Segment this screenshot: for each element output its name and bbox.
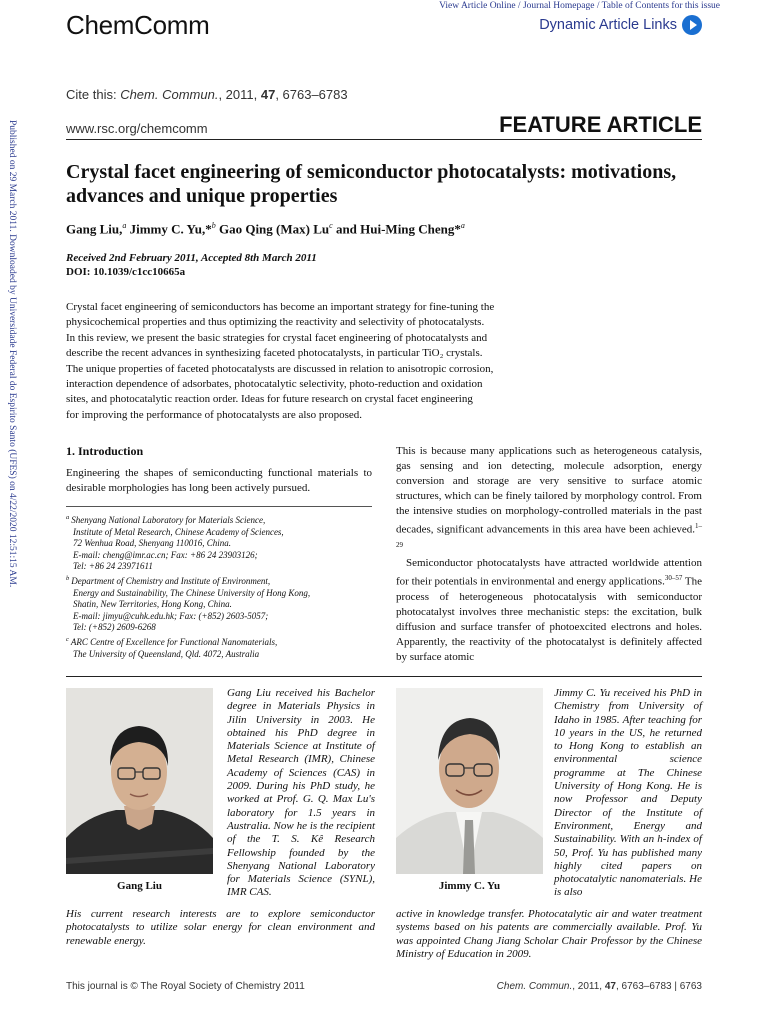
footnote-divider xyxy=(66,506,372,507)
footnote-line xyxy=(66,649,372,661)
biography-divider xyxy=(66,676,702,677)
dynamic-article-links[interactable] xyxy=(539,15,702,35)
footnote-text: Department of Chemistry and Institute of Environment, xyxy=(71,575,271,586)
footnote-text: Tel: +86 24 23971611 xyxy=(73,561,153,572)
footnote-letter: b xyxy=(66,574,70,582)
footnote-line xyxy=(66,622,372,634)
author-name: Jimmy C. Yu,* xyxy=(126,221,212,237)
footnote-text: ARC Centre of Excellence for Functional Nanomaterials, xyxy=(70,636,278,647)
footnote-line xyxy=(66,634,372,649)
footnote-letter: a xyxy=(66,514,70,521)
author-name: and Hui-Ming Cheng* xyxy=(332,221,461,237)
abstract xyxy=(66,300,556,423)
footnote-text: Tel: (+852) 2609-6268 xyxy=(73,622,156,633)
citation-line: Cite this: Chem. Commun., 2011, 47, 6763–6783 xyxy=(66,87,348,102)
abstract-line: Crystal facet engineering of semiconductors has become an important strategy for fine-tuning the xyxy=(66,301,495,313)
footnote-line xyxy=(66,588,372,600)
intro-paragraph: Engineering the shapes of semiconducting functional materials to desirable morphologies has long been actively pursued. xyxy=(66,467,372,494)
affiliation-footnotes xyxy=(66,512,372,660)
author-name: Gao Qing (Max) Lu xyxy=(215,221,330,237)
affiliation-marker: b xyxy=(211,221,216,230)
article-title: Crystal facet engineering of semiconductor photocatalysts: motivations, advances and unique properties xyxy=(66,161,677,207)
abstract-line: The unique properties of faceted photocatalysts are discussed in relation to anisotropic corrosion, xyxy=(66,362,494,375)
footnote-line xyxy=(66,527,372,539)
header-divider xyxy=(66,139,702,140)
abstract-line: sites, and photocatalytic reaction order. Ideas for future research on crystal facet engineering xyxy=(66,393,473,406)
photo-caption: Jimmy C. Yu xyxy=(438,880,501,892)
footnote-text: Shatin, New Territories, Hong Kong, China. xyxy=(73,599,232,610)
doi: DOI: 10.1039/c1cc10665a xyxy=(66,266,186,278)
photo-caption: Gang Liu xyxy=(117,880,162,892)
footnote-line xyxy=(66,538,372,550)
footnote-line xyxy=(66,611,372,623)
biography-jimmy-yu-continued: active in knowledge transfer. Photocatalytic air and water treatment systems based on his patents are commercially available. Prof. Yu was appointed Chang Jiang Scholar Chair Professor by the Chinese Ministry of Education in 2009. xyxy=(396,908,702,960)
right-column-text xyxy=(396,444,702,665)
author-list xyxy=(66,221,465,237)
footnote-line xyxy=(66,573,372,588)
abstract-line: describe the recent advances in synthesizing faceted photocatalysts, in particular TiO₂ crystals. xyxy=(66,347,483,360)
affiliation-marker: c xyxy=(329,221,333,230)
footnote-line xyxy=(66,512,372,527)
footnote-text: E-mail: cheng@imr.ac.cn; Fax: +86 24 23903126; xyxy=(73,549,258,560)
paragraph: Semiconductor photocatalysts have attracted worldwide attention for their potentials in environmental and energy applications.$^{30-57}$ The process of heterogeneous photocatalysis with semiconductor photocatalyst involves three mechanistic steps: the excitation, bulk diffusion and surface transfer of photoexcited electrons and holes. Apparently, the reactivity of the photocatalyst is definitely affected by surface atomic xyxy=(396,557,703,663)
footnote-line xyxy=(66,599,372,611)
affiliation-marker: a xyxy=(460,221,465,230)
section-label: FEATURE ARTICLE xyxy=(499,112,702,137)
copyright-footer: This journal is © The Royal Society of Chemistry 2011 xyxy=(66,981,305,992)
footnote-text: E-mail: jimyu@cuhk.edu.hk; Fax: (+852) 2603-5057; xyxy=(73,610,269,621)
section-heading: 1. Introduction xyxy=(66,444,144,458)
paragraph: This is because many applications such as heterogeneous catalysis, gas sensing and ion detecting, molecule adsorption, energy conversion and storage are very sensitive to surface atomic structures, which can be finely tailored by morphology control. From the intensive studies on morphology-controlled materials in the past decades, significant advancements in this area have been achieved.$^{1-29}$ xyxy=(396,445,702,549)
footnote-line xyxy=(66,550,372,562)
abstract-line: for improving the performance of photocatalysts are also proposed. xyxy=(66,408,362,421)
footnote-text: Energy and Sustainability, The Chinese University of Hong Kong, xyxy=(73,587,311,598)
journal-url[interactable]: www.rsc.org/chemcomm xyxy=(66,121,208,136)
play-icon[interactable] xyxy=(682,15,702,35)
abstract-line: interaction dependence of adsorbates, photocatalytic selectivity, photo-reduction and oxidation xyxy=(66,378,483,391)
footnote-text: Institute of Metal Research, Chinese Academy of Sciences, xyxy=(73,526,284,537)
download-watermark: Published on 29 March 2011. Downloaded by Universidade Federal do Espirito Santo (UFES) on 4/22/2020 12:51:15 AM. xyxy=(7,120,17,588)
biography-gang-liu-continued: His current research interests are to explore semiconductor photocatalysts to utilize solar energy for clean environment and renewable energy. xyxy=(66,908,375,947)
footnote-letter: c xyxy=(66,635,69,643)
received-date: Received 2nd February 2011, Accepted 8th March 2011 xyxy=(66,252,317,264)
footnote-line xyxy=(66,561,372,573)
affiliation-marker: a xyxy=(122,221,127,230)
reference[interactable]: 30–57 xyxy=(664,574,683,583)
reference[interactable]: 1–29 xyxy=(396,522,702,549)
biography-jimmy-yu: Jimmy C. Yu received his PhD in Chemistry from University of Idaho in 1985. After teaching for 10 years in the US, he returned to Hong Kong to establish an environmental science programme at The Chinese University of Hong Kong. He is now Professor and Deputy Director of the Institute of Environment, Energy and Sustainability. With an h-index of 50, Prof. Yu has published many highly cited papers on photocatalytic nanomaterials. He is also xyxy=(554,687,702,899)
dynamic-article-links-label[interactable]: Dynamic Article Links xyxy=(539,17,677,33)
page-footer: Chem. Commun., 2011, 47, 6763–6783 | 6763 xyxy=(496,981,702,992)
author-name: Gang Liu, xyxy=(66,221,123,237)
top-navigation-links[interactable]: View Article Online / Journal Homepage / Table of Contents for this issue xyxy=(439,1,720,11)
author-photo-gang-liu xyxy=(66,688,213,874)
abstract-line: physicochemical properties and thus optimizing the reactivity and selectivity of photocatalysts. xyxy=(66,316,485,329)
biography-gang-liu: Gang Liu received his Bachelor degree in Materials Physics in Jilin University in 2003. He obtained his PhD degree in Materials Science at Institute of Metal Research (IMR), Chinese Academy of Sciences (CAS) in 2009. During his PhD study, he worked at Prof. G. Q. Max Lu's laboratory for 1.5 years in Australia. Now he is the recipient of the T. S. Kê Research Fellowship founded by the Shenyang National Laboratory for Materials Science (SYNL), IMR CAS. xyxy=(227,687,375,899)
journal-name: ChemComm xyxy=(66,10,210,40)
abstract-line: In this review, we present the basic strategies for crystal facet engineering of photocatalysts and xyxy=(66,331,488,344)
footnote-text: Shenyang National Laboratory for Materials Science, xyxy=(71,515,266,525)
author-photo-jimmy-yu xyxy=(396,688,543,874)
footnote-text: The University of Queensland, Qld. 4072, Australia xyxy=(73,648,260,659)
footnote-text: 72 Wenhua Road, Shenyang 110016, China. xyxy=(73,538,231,549)
